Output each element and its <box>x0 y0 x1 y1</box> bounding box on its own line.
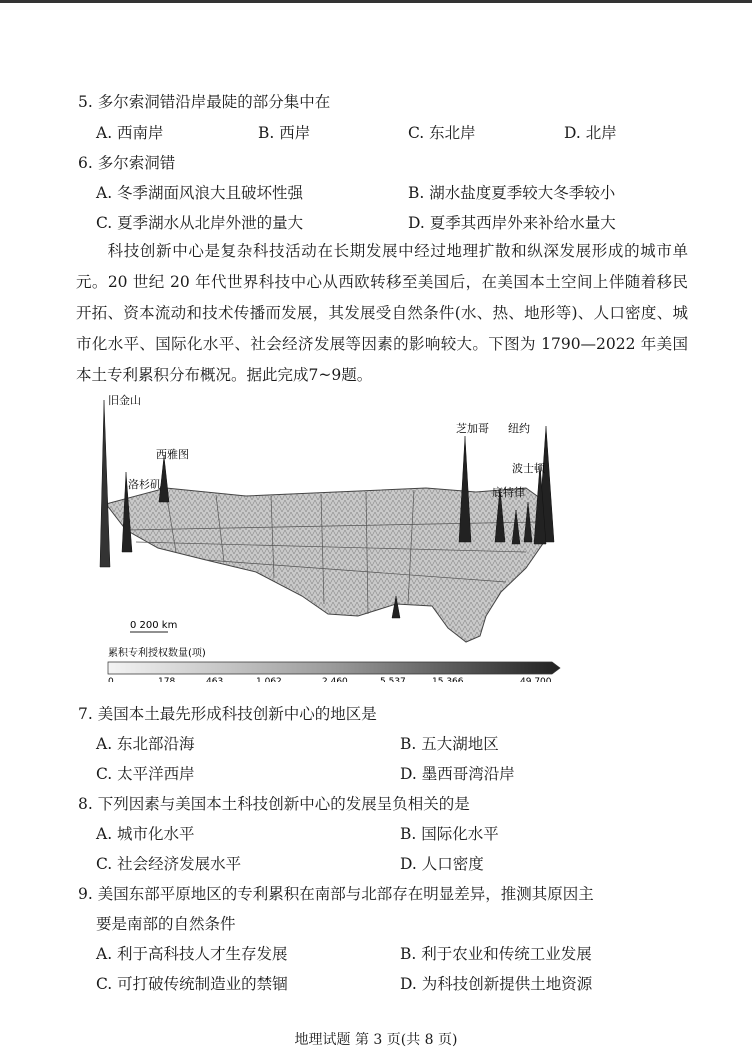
us-landmass <box>106 488 551 642</box>
legend-title: 累积专利授权数量(项) <box>108 648 206 659</box>
legend-tick-label: 463 <box>206 677 224 682</box>
q5-option-a: A. 西南岸 <box>96 124 164 142</box>
q7-option-c: C. 太平洋西岸 <box>96 765 195 783</box>
top-border <box>0 0 752 3</box>
page-footer: 地理试题 第 3 页(共 8 页) <box>294 1032 458 1048</box>
q9-option-a: A. 利于高科技人才生存发展 <box>96 945 288 963</box>
passage-text: 科技创新中心是复杂科技活动在长期发展中经过地理扩散和纵深发展形成的城市单元。20 世纪 20 年代世界科技中心从西欧转移至美国后，在美国本土空间上伴随着移民开拓、资本流动和技术传播而发展，其发展受自然条件(水、热、地形等)、人口密度、城市化水平、国际化水平、社会经济发展等因素的影响较大。下图为 1790—2022 年美国本土专利累积分布概况。据此完成7~9题。 <box>76 242 688 384</box>
q6-option-d: D. 夏季其西岸外来补给水量大 <box>408 214 616 232</box>
label-sf: 旧金山 <box>108 394 141 407</box>
q8-stem: 8. 下列因素与美国本土科技创新中心的发展呈负相关的是 <box>78 795 470 813</box>
q5-option-c: C. 东北岸 <box>408 124 476 142</box>
q5-stem: 5. 多尔索洞错沿岸最陡的部分集中在 <box>78 93 331 111</box>
q6-stem: 6. 多尔索洞错 <box>78 154 176 172</box>
q7-option-a: A. 东北部沿海 <box>96 735 195 753</box>
legend-tick-label: 0 <box>108 677 114 682</box>
legend-tick-label: 178 <box>158 677 176 682</box>
label-la: 洛杉矶 <box>128 478 161 491</box>
q6-option-c: C. 夏季湖水从北岸外泄的量大 <box>96 214 304 232</box>
q7-option-d: D. 墨西哥湾沿岸 <box>400 765 515 783</box>
q8-option-a: A. 城市化水平 <box>96 825 195 843</box>
label-newyork: 纽约 <box>508 422 530 435</box>
legend-tick-label: 2 460 <box>322 677 348 682</box>
q9-option-b: B. 利于农业和传统工业发展 <box>400 945 592 963</box>
reading-passage <box>76 236 688 391</box>
legend-colorbar <box>108 662 560 674</box>
label-seattle: 西雅图 <box>156 448 189 461</box>
label-chicago: 芝加哥 <box>456 422 489 435</box>
q6-option-a: A. 冬季湖面风浪大且破坏性强 <box>96 184 304 202</box>
legend-ticks <box>108 677 552 682</box>
q8-option-c: C. 社会经济发展水平 <box>96 855 242 873</box>
q9-option-c: C. 可打破传统制造业的禁锢 <box>96 975 288 993</box>
legend-tick-label: 15 366 <box>432 677 464 682</box>
q9-option-d: D. 为科技创新提供土地资源 <box>400 975 593 993</box>
legend-tick-label: 5 537 <box>380 677 406 682</box>
q7-stem: 7. 美国本土最先形成科技创新中心的地区是 <box>78 705 377 723</box>
q6-option-b: B. 湖水盐度夏季较大冬季较小 <box>408 184 616 202</box>
legend-tick-label: 49 700 <box>520 677 552 682</box>
patent-distribution-map <box>96 392 566 682</box>
label-boston: 波士顿 <box>512 462 545 475</box>
q9-stem-line1: 9. 美国东部平原地区的专利累积在南部与北部存在明显差异，推测其原因主 <box>78 885 594 903</box>
map-svg <box>96 392 566 682</box>
q9-stem-line2: 要是南部的自然条件 <box>96 915 236 933</box>
scale-label: 0 200 km <box>130 620 178 631</box>
q7-option-b: B. 五大湖地区 <box>400 735 499 753</box>
q5-option-b: B. 西岸 <box>258 124 311 142</box>
label-detroit: 底特律 <box>492 486 525 499</box>
q8-option-b: B. 国际化水平 <box>400 825 499 843</box>
q5-option-d: D. 北岸 <box>564 124 617 142</box>
legend-tick-label: 1 062 <box>256 677 282 682</box>
q8-option-d: D. 人口密度 <box>400 855 484 873</box>
